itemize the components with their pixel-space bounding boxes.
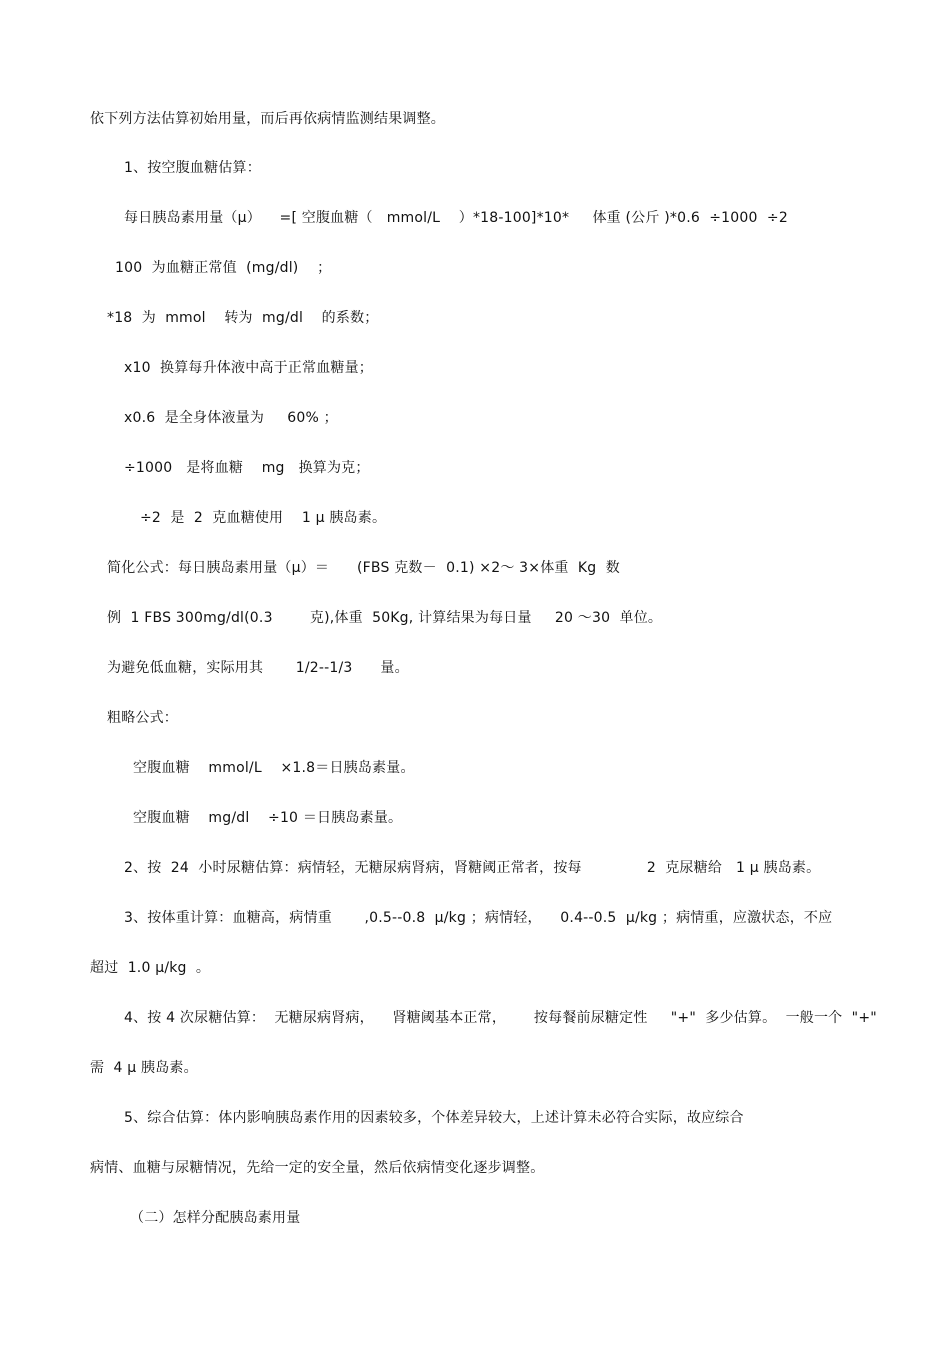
text-line-note-2: ÷2 是 2 克血糖使用 1 μ 胰岛素。 — [140, 510, 387, 526]
text-line-simplified: 简化公式：每日胰岛素用量（μ）＝ (FBS 克数－ 0.1) ×2～ 3×体重 Kg 数 — [107, 560, 620, 576]
text-line-note-x10: x10 换算每升体液中高于正常血糖量； — [124, 360, 373, 376]
text-line-method-3-cont: 超过 1.0 μ/kg 。 — [90, 960, 211, 976]
text-line-note-18: *18 为 mmol 转为 mg/dl 的系数； — [107, 310, 379, 326]
text-line-rough-mmol: 空腹血糖 mmol/L ×1.8＝日胰岛素量。 — [133, 760, 415, 776]
text-line-note-1000: ÷1000 是将血糖 mg 换算为克； — [124, 460, 370, 476]
text-line-formula: 每日胰岛素用量（μ） =[ 空腹血糖（ mmol/L ）*18-100]*10* 体重 (公斤 )*0.6 ÷1000 ÷2 — [124, 210, 788, 226]
text-line-method-4-cont: 需 4 μ 胰岛素。 — [90, 1060, 198, 1076]
text-line-method-5-cont: 病情、血糖与尿糖情况，先给一定的安全量，然后依病情变化逐步调整。 — [90, 1160, 545, 1176]
text-line-rough-mgdl: 空腹血糖 mg/dl ÷10 ＝日胰岛素量。 — [133, 810, 403, 826]
text-line-note-100: 100 为血糖正常值 (mg/dl) ； — [115, 260, 332, 276]
text-line-example: 例 1 FBS 300mg/dl(0.3 克),体重 50Kg, 计算结果为每日量 20 ～30 单位。 — [107, 610, 663, 626]
text-line-rough: 粗略公式： — [107, 710, 178, 726]
text-line-method-4: 4、按 4 次尿糖估算： 无糖尿病肾病， 肾糖阈基本正常， 按每餐前尿糖定性 "+" 多少估算。 一般一个 "+" — [124, 1010, 877, 1026]
text-line-method-3: 3、按体重计算：血糖高，病情重 ,0.5--0.8 μ/kg ；病情轻， 0.4--0.5 μ/kg ；病情重，应激状态，不应 — [124, 910, 833, 926]
text-line-intro: 依下列方法估算初始用量，而后再依病情监测结果调整。 — [90, 111, 445, 127]
text-line-avoid-hypo: 为避免低血糖，实际用其 1/2--1/3 量。 — [107, 660, 409, 676]
section-heading: （二）怎样分配胰岛素用量 — [130, 1210, 301, 1226]
text-line-method-1: 1、按空腹血糖估算： — [124, 160, 261, 176]
text-line-method-2: 2、按 24 小时尿糖估算：病情轻，无糖尿病肾病，肾糖阈正常者，按每 2 克尿糖给 1 μ 胰岛素。 — [124, 860, 821, 876]
text-line-method-5: 5、综合估算：体内影响胰岛素作用的因素较多，个体差异较大，上述计算未必符合实际，故应综合 — [124, 1110, 744, 1126]
text-line-note-x06: x0.6 是全身体液量为 60% ； — [124, 410, 338, 426]
